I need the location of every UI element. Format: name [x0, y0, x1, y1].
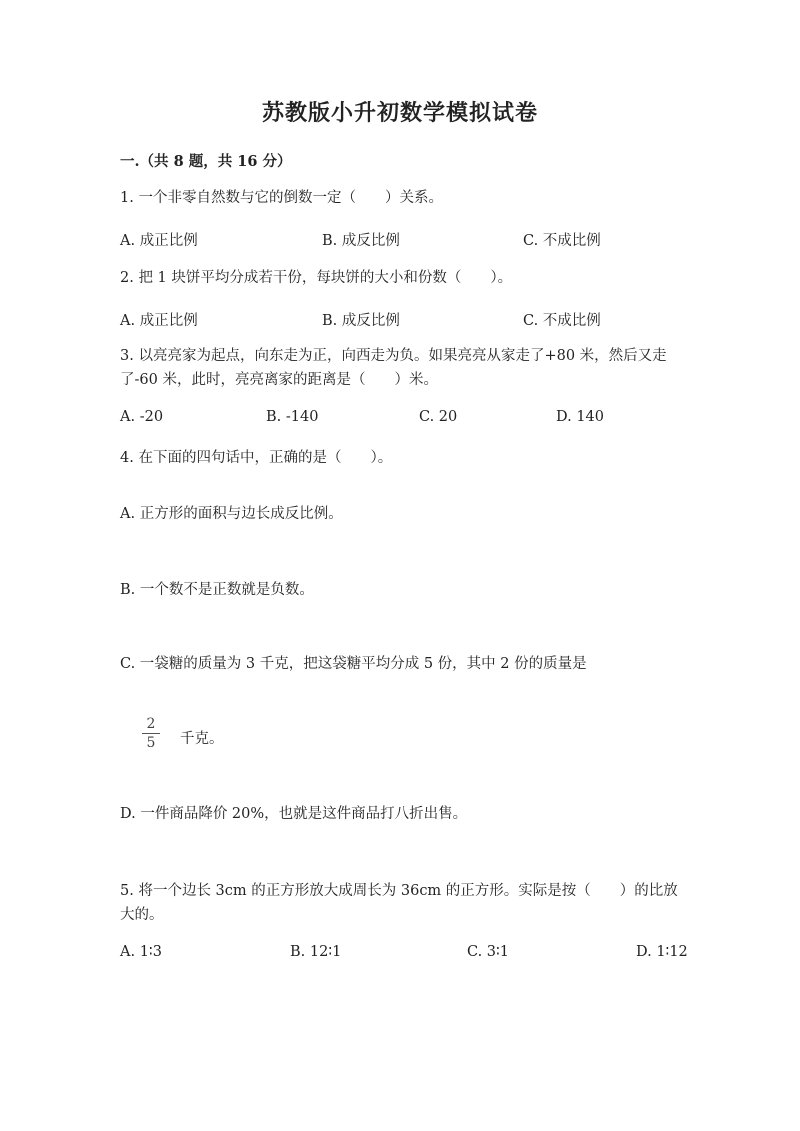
q5-option-a[interactable]: A. 1∶3: [120, 944, 162, 960]
page-title: 苏教版小升初数学模拟试卷: [261, 100, 538, 126]
q4-option-c[interactable]: C. 一袋糖的质量为 3 千克，把这袋糖平均分成 5 份，其中 2 份的质量是: [120, 656, 587, 672]
q4-option-c-fraction: [142, 716, 160, 751]
q5-option-d[interactable]: D. 1∶12: [636, 944, 688, 960]
q4-option-c-unit: 千克。: [180, 731, 224, 747]
q1-option-a[interactable]: A. 成正比例: [120, 233, 198, 249]
q3-option-d[interactable]: D. 140: [556, 409, 605, 425]
q5-option-c[interactable]: C. 3∶1: [467, 944, 510, 960]
q4-option-d[interactable]: D. 一件商品降价 20%，也就是这件商品打八折出售。: [120, 806, 468, 822]
question-3: 3. 以亮亮家为起点，向东走为正，向西走为负。如果亮亮从家走了+80 米，然后又走了-60 米，此时，亮亮离家的距离是（ ）米。: [120, 348, 667, 388]
question-4: 4. 在下面的四句话中，正确的是（ ）。: [120, 450, 393, 466]
q4-option-a[interactable]: A. 正方形的面积与边长成反比例。: [120, 506, 343, 522]
question-2: 2. 把 1 块饼平均分成若干份，每块饼的大小和份数（ ）。: [120, 270, 513, 286]
q2-option-b[interactable]: B. 成反比例: [322, 313, 400, 329]
q3-option-a[interactable]: A. -20: [120, 409, 164, 425]
section-heading: 一.（共 8 题，共 16 分）: [120, 153, 292, 170]
q3-option-b[interactable]: B. -140: [266, 409, 319, 425]
question-1: 1. 一个非零自然数与它的倒数一定（ ）关系。: [120, 190, 443, 206]
q4-option-b[interactable]: B. 一个数不是正数就是负数。: [120, 582, 314, 598]
q3-option-c[interactable]: C. 20: [419, 409, 458, 425]
q2-option-c[interactable]: C. 不成比例: [523, 313, 601, 329]
q2-option-a[interactable]: A. 成正比例: [120, 313, 198, 329]
q1-option-c[interactable]: C. 不成比例: [523, 233, 601, 249]
q1-option-b[interactable]: B. 成反比例: [322, 233, 400, 249]
fraction-denominator: 5: [146, 735, 156, 751]
fraction-numerator: 2: [146, 716, 156, 732]
fraction-bar: [142, 733, 160, 734]
q5-option-b[interactable]: B. 12∶1: [290, 944, 342, 960]
question-5: 5. 将一个边长 3cm 的正方形放大成周长为 36cm 的正方形。实际是按（ ）的比放大的。: [120, 883, 678, 923]
